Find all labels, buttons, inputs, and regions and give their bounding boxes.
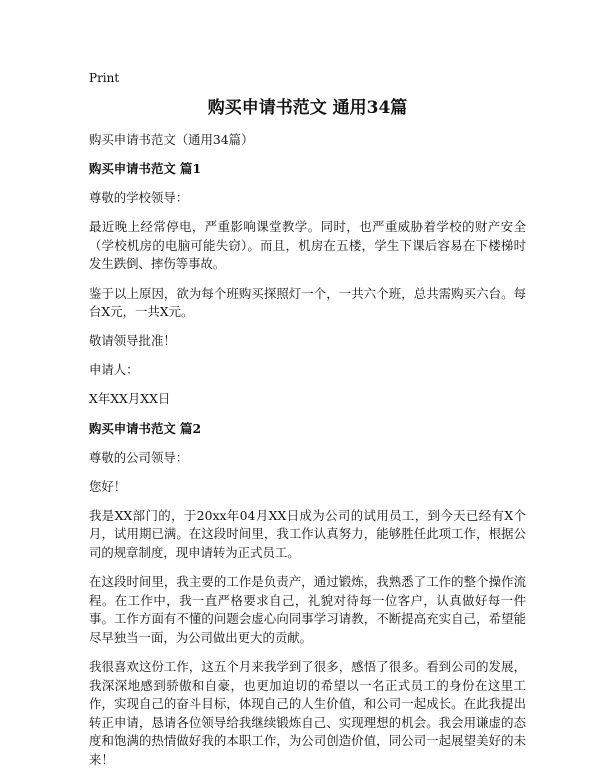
paragraph: 鉴于以上原因，欲为每个班购买探照灯一个，一共六个班，总共需购买六台。每台X元，一共X元。 [89, 285, 526, 320]
salutation: 尊敬的学校领导： [89, 190, 189, 206]
paragraph: 最近晚上经常停电，严重影响课堂教学。同时，也严重威胁着学校的财产安全（学校机房的电脑可能失窃）。而且，机房在五楼，学生下课后容易在下楼梯时发生跌倒、摔伤等事故。 [89, 219, 526, 272]
applicant-label: 申请人： [89, 362, 139, 378]
section-heading: 购买申请书范文 篇1 [89, 161, 202, 177]
document-title: 购买申请书范文 通用34篇 [207, 98, 408, 118]
paragraph: 敬请领导批准！ [89, 333, 176, 349]
print-label: Print [89, 71, 120, 85]
document-content [89, 131, 526, 780]
paragraph: 我是XX部门的，于20xx年04月XX日成为公司的试用员工，到今天已经有X个月，试用期已满。在这段时间里，我工作认真努力，能够胜任此项工作，根据公司的规章制度，现申请转为正式员工。 [89, 507, 526, 560]
salutation: 尊敬的公司领导： [89, 449, 189, 465]
paragraph: 在这段时间里，我主要的工作是负责产，通过锻炼，我熟悉了工作的整个操作流程。在工作中，我一直严格要求自己，礼貌对待每一位客户，认真做好每一件事。工作方面有不懂的问题会虚心向同事学习请教，不断提高充实自己，希望能尽早独当一面，为公司做出更大的贡献。 [89, 574, 526, 645]
paragraph: 我很喜欢这份工作，这五个月来我学到了很多，感悟了很多。看到公司的发展，我深深地感到骄傲和自豪，也更加迫切的希望以一名正式员工的身份在这里工作，实现自己的奋斗目标，体现自己的人生价值，和公司一起成长。在此我提出转正申请，恳请各位领导给我继续锻炼自己、实现理想的机会。我会用谦虚的态度和饱满的热情做好我的本职工作，为公司创造价值，同公司一起展望美好的未来！ [89, 658, 526, 767]
date-line: X年XX月XX日 [89, 391, 171, 407]
document-subtitle: 购买申请书范文（通用34篇） [89, 132, 254, 147]
greeting: 您好！ [89, 478, 127, 494]
section-heading: 购买申请书范文 篇2 [89, 420, 202, 436]
